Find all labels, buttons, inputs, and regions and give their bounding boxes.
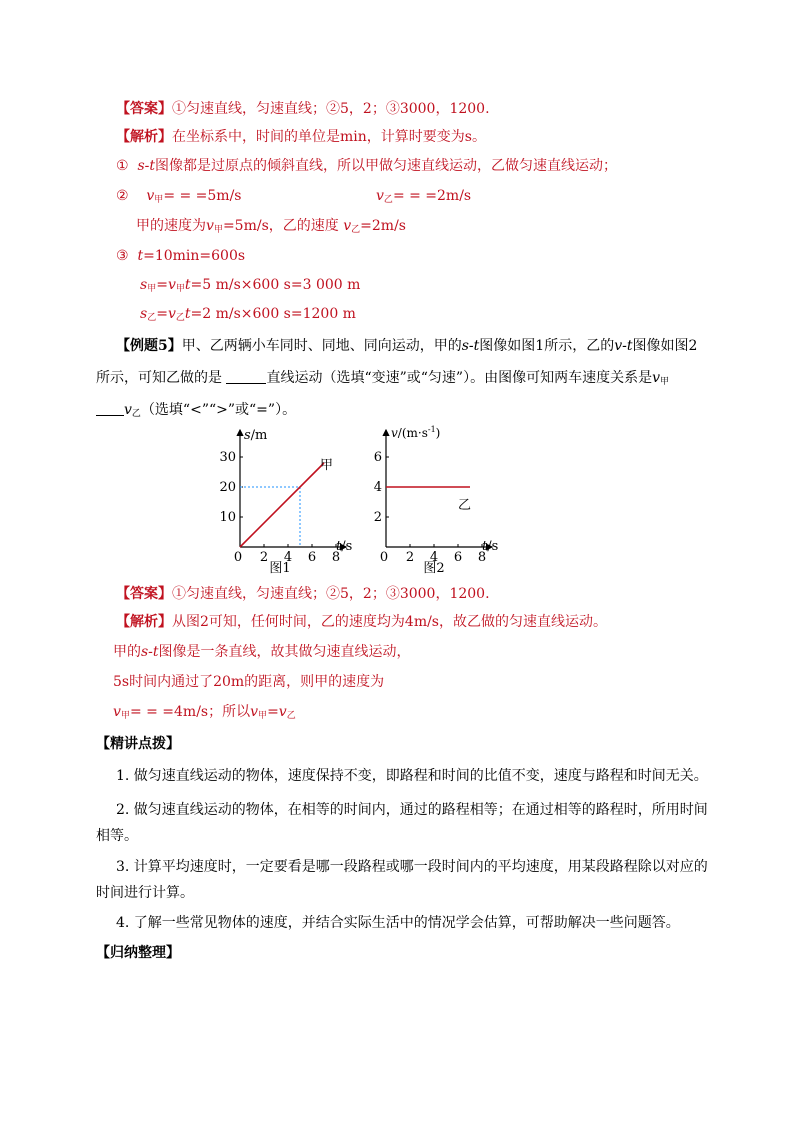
explanation-text: 在坐标系中，时间的单位是min，计算时要变为s。 (172, 129, 486, 145)
tip-item-3a: 3. 计算平均速度时，一定要看是哪一段路程或哪一段时间内的平均速度，用某段路程除以对应的 (116, 859, 708, 875)
example-line-2 (96, 369, 669, 391)
explanation-line-1 (116, 128, 486, 146)
x-tick-label: 8 (477, 550, 487, 565)
explanation-text: 甲的 (113, 644, 141, 660)
tips-title: 【精讲点拨】 (96, 736, 180, 752)
answer-line-1 (116, 100, 490, 118)
v-symbol: v (343, 218, 352, 234)
vt-term: v-t (614, 338, 633, 354)
explanation-label: 【解析】 (116, 129, 172, 145)
y-label-exp: -1 (427, 425, 436, 434)
step-number: ③ (116, 248, 129, 264)
solution-step-3 (136, 217, 406, 239)
answer-line-2 (116, 585, 490, 603)
explanation-line-5 (113, 703, 296, 725)
v-symbol: v (376, 188, 384, 204)
st-term: s-t (461, 338, 480, 354)
tip-item-3b: 时间进行计算。 (96, 885, 194, 901)
answer-blank-2[interactable] (96, 401, 124, 416)
v-symbol: v (278, 704, 287, 720)
answer-text: ①匀速直线，匀速直线；②5，2；③3000，1200. (172, 101, 490, 117)
sub-jia: 甲 (175, 284, 185, 294)
x-tick-label: 8 (331, 550, 341, 565)
sub-yi: 乙 (131, 409, 141, 419)
solution-step-2b (376, 187, 471, 209)
tip-item-2a: 2. 做匀速直线运动的物体，在相等的时间内，通过的路程相等；在通过相等的路程时，所用时间 (116, 802, 708, 818)
answer-text: ①匀速直线，匀速直线；②5，2；③3000，1200. (172, 586, 490, 602)
explanation-line-3 (113, 643, 411, 661)
sub-yi: 乙 (383, 195, 393, 205)
example-label: 【例题5】 (116, 338, 182, 354)
example-text: 甲、乙两辆小车同时、同地、同向运动，甲的 (181, 338, 462, 354)
eq-sign: = (156, 277, 168, 293)
v-symbol: v (206, 218, 214, 234)
eq-sign: = (267, 704, 279, 720)
y-label-var: v (391, 426, 398, 440)
solution-step-1 (116, 157, 617, 175)
x-label-var: t (482, 539, 488, 554)
tip-item-4: 4. 了解一些常见物体的速度，并结合实际生活中的情况学会估算，可帮助解决一些问题答。 (116, 915, 680, 931)
s-symbol: s (140, 277, 148, 293)
eq-yi: = = =2m/s (392, 188, 472, 204)
summary-title: 【归纳整理】 (96, 945, 180, 961)
eq-jia: = = =5m/s (163, 188, 242, 204)
x-tick-label: 2 (259, 550, 269, 565)
series-jia (240, 463, 324, 547)
sub-jia: 甲 (120, 711, 130, 721)
y-label-var: s (244, 428, 251, 443)
st-term: s-t (137, 158, 156, 174)
x-tick-label: 0 (379, 550, 389, 565)
solution-step-4 (116, 247, 245, 265)
x-tick-label: 2 (405, 550, 415, 565)
step-number: ② (116, 188, 129, 204)
distance-jia: =5 m/s×600 s=3 000 m (190, 277, 361, 293)
t-symbol: t (184, 306, 191, 322)
distance-yi: =2 m/s×600 s=1200 m (190, 306, 356, 322)
example-text: （选填“<”“>”或“=”）。 (140, 402, 297, 418)
example-text: 直线运动（选填“变速”或“匀速”）。由图像可知两车速度关系是 (266, 370, 653, 386)
sub-jia: 甲 (258, 711, 268, 721)
x-tick-label: 6 (453, 550, 463, 565)
figure-2-vt-graph (364, 424, 512, 580)
example-text: 所示，可知乙做的是 (96, 370, 222, 386)
example-text: 图像如图1所示，乙的 (479, 338, 615, 354)
s-symbol: s (140, 306, 148, 322)
figure-1-st-graph (218, 424, 353, 580)
sub-jia: 甲 (660, 377, 670, 387)
series-line (240, 463, 324, 547)
answer-blank-1[interactable] (226, 369, 266, 384)
y-axis-label (391, 425, 440, 440)
y-axis-label (244, 428, 267, 443)
sub-jia: 甲 (154, 195, 164, 205)
figure-1-caption: 图1 (269, 561, 291, 576)
answer-label: 【答案】 (116, 586, 172, 602)
sub-yi: 乙 (286, 711, 296, 721)
sub-yi: 乙 (175, 313, 185, 323)
tip-item-1: 1. 做匀速直线运动的物体，速度保持不变，即路程和时间的比值不变，速度与路程和时间无关。 (116, 768, 708, 784)
y-tick-label: 2 (373, 510, 382, 525)
st-term: s-t (141, 644, 159, 660)
v-symbol: v (250, 704, 259, 720)
series-label-yi: 乙 (458, 498, 472, 513)
solution-step-5 (140, 276, 360, 298)
step-number: ① (116, 158, 129, 174)
v-symbol: v (167, 306, 176, 322)
v-symbol: v (652, 370, 661, 386)
solution-step-6 (140, 305, 356, 327)
solution-step-2 (116, 187, 242, 209)
y-tick-label: 20 (219, 480, 236, 495)
x-tick-label: 4 (283, 550, 293, 565)
answer-label: 【答案】 (116, 101, 172, 117)
speed-text-c: =2m/s (360, 218, 406, 234)
y-label-unit: /m (250, 428, 268, 443)
x-tick-label: 0 (233, 550, 243, 565)
y-label-close: ) (435, 426, 441, 440)
v-symbol: v (167, 277, 176, 293)
x-label-var: t (336, 539, 342, 554)
sub-yi: 乙 (147, 313, 157, 323)
explanation-line-4 (113, 673, 384, 691)
v-symbol: v (113, 704, 121, 720)
sub-jia: 甲 (213, 225, 223, 235)
y-label-unit: /(m·s (397, 426, 428, 440)
tip-item-2b: 相等。 (96, 828, 138, 844)
explanation-label: 【解析】 (116, 614, 172, 630)
t-symbol: t (137, 248, 144, 264)
sub-jia: 甲 (147, 284, 157, 294)
explanation-text: 5s时间内通过了20m的距离，则甲的速度为 (113, 674, 385, 690)
t-symbol: t (184, 277, 191, 293)
y-tick-label: 30 (219, 450, 236, 465)
time-text: =10min=600s (143, 248, 246, 264)
example-line-1 (116, 337, 697, 355)
explanation-text: 图像是一条直线，故其做匀速直线运动， (158, 644, 411, 660)
x-tick-label: 4 (429, 550, 439, 565)
example-text: 图像如图2 (632, 338, 698, 354)
y-tick-label: 4 (373, 480, 382, 495)
x-tick-label: 6 (307, 550, 317, 565)
eq-sign: = (156, 306, 168, 322)
figure-2-caption: 图2 (423, 561, 445, 576)
x-label-unit: /s (341, 539, 353, 554)
explanation-text: 从图2可知，任何时间，乙的速度均为4m/s，故乙做的匀速直线运动。 (172, 614, 607, 630)
series-label-jia: 甲 (320, 458, 334, 473)
step-text: 图像都是过原点的倾斜直线，所以甲做匀速直线运动，乙做匀速直线运动； (155, 158, 618, 174)
speed-text-a: 甲的速度为 (136, 218, 206, 234)
y-tick-label: 6 (373, 450, 382, 465)
sub-yi: 乙 (351, 225, 361, 235)
eq-text: = = =4m/s；所以 (129, 704, 251, 720)
x-label-unit: /s (487, 539, 499, 554)
explanation-line-2 (116, 613, 607, 631)
v-symbol: v (146, 188, 155, 204)
speed-text-b: =5m/s，乙的速度 (222, 218, 339, 234)
example-line-3 (96, 401, 296, 423)
v-symbol: v (124, 402, 132, 418)
y-tick-label: 10 (219, 510, 236, 525)
